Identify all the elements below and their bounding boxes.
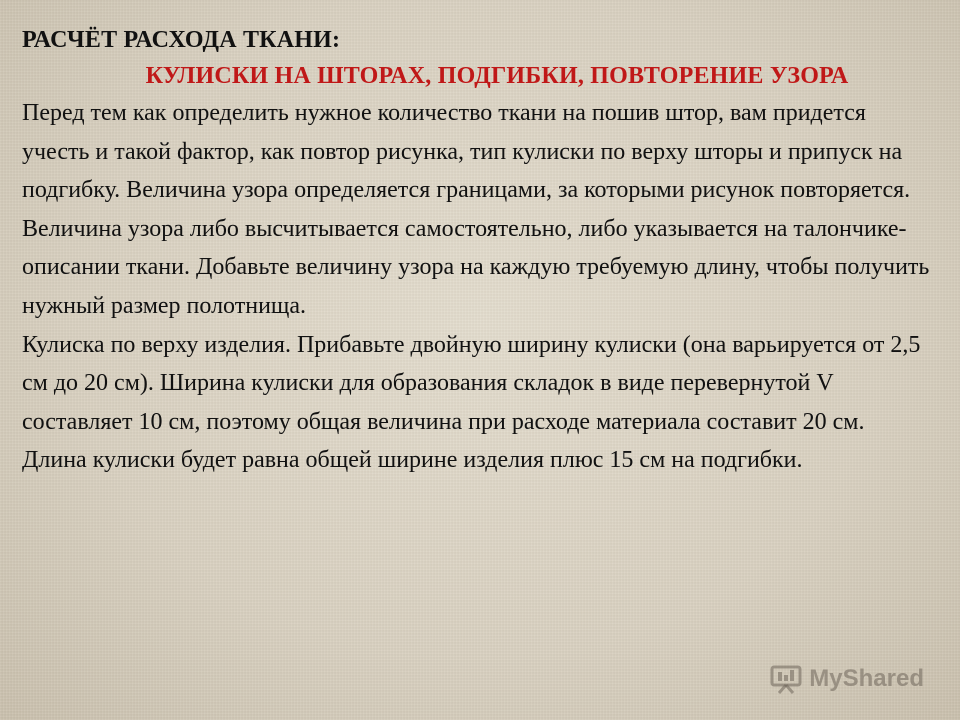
watermark-text: MyShared	[809, 665, 924, 692]
body-paragraph-1: Перед тем как определить нужное количество ткани на пошив штор, вам придется учесть и такой фактор, как повтор рисунка, тип кулиски по верху шторы и припуск на подгибку. Величина узора определяется границами, за которыми рисунок повторяется. Величина узора либо высчитывается самостоятельно, либо указывается на талончике-описании ткани. Добавьте величину узора на каждую требуемую длину, чтобы получить нужный размер полотнища.	[22, 100, 930, 319]
presentation-board-icon	[769, 664, 803, 694]
slide-content	[22, 22, 942, 480]
body-paragraph-2: Кулиска по верху изделия. Прибавьте двойную ширину кулиски (она варьируется от 2,5 см до 20 см). Ширина кулиски для образования складок в виде перевернутой V составляет 10 см, поэтому общая величина при расходе материала составит 20 см. Длина кулиски будет равна общей ширине изделия плюс 15 см на подгибки.	[22, 331, 921, 474]
slide-subtitle: КУЛИСКИ НА ШТОРАХ, ПОДГИБКИ, ПОВТОРЕНИЕ УЗОРА	[145, 63, 849, 89]
slide-title: РАСЧЁТ РАСХОДА ТКАНИ:	[22, 27, 341, 53]
watermark	[769, 664, 924, 694]
